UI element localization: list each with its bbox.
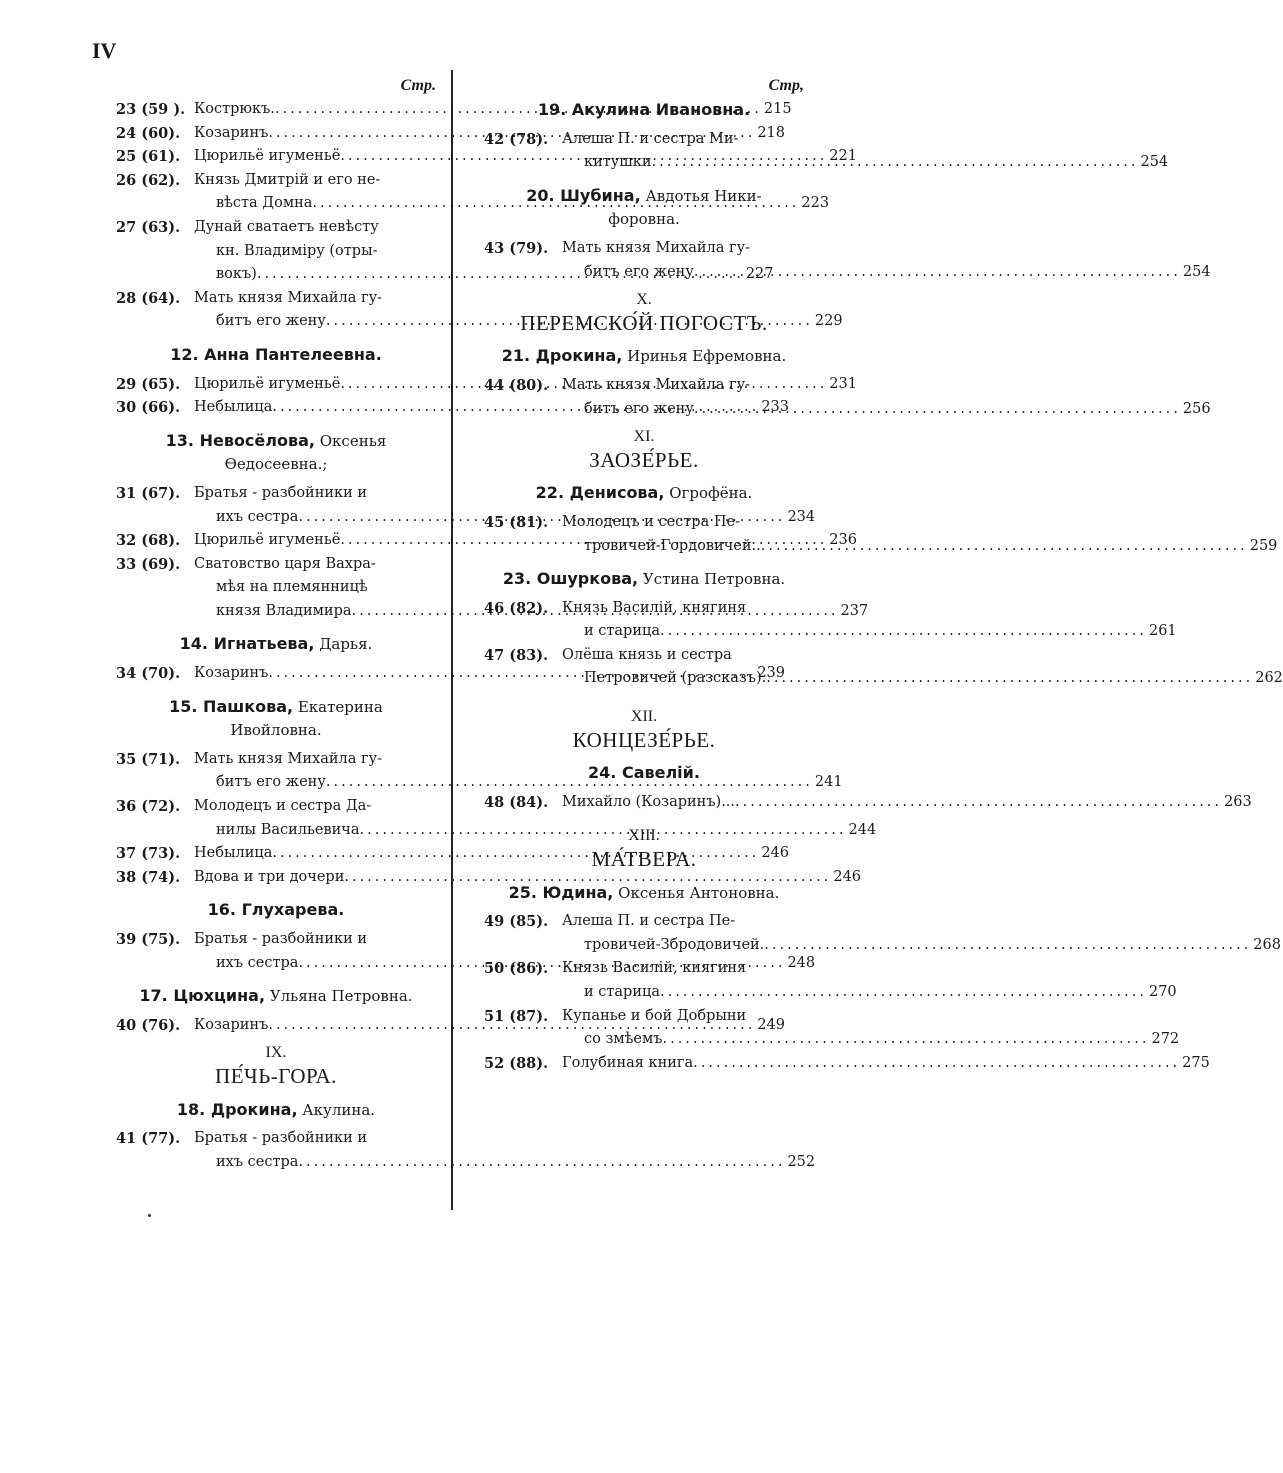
entry-number: 33 (69). [116,555,181,573]
narrator-name: 15. Пашкова, [169,696,294,716]
page-column-label: Стр, [768,77,804,94]
entry-title: Мать князя Михайла гу- [194,289,383,306]
entry-title: Кострюкъ. [194,101,275,117]
page-ref: 233 [761,399,790,416]
narrator-heading [484,344,804,369]
entry-title: Козаринъ [194,665,269,682]
toc-entry[interactable] [484,1005,1180,1052]
section-place-title: ПЕ́ЧЬ-ГОРА. [215,1063,337,1088]
entry-title: Князь Василій, княгиня [562,960,747,977]
narrator-heading [116,1098,436,1123]
entry-title: Алеша П. и сестра Пе- [562,913,736,930]
section-number: XIII. [628,827,660,845]
page-ref: 223 [801,195,830,212]
dot-leader [766,667,1253,691]
dot-leader [694,261,1181,285]
page-ref: 221 [829,148,857,165]
narrator-heading [484,98,804,123]
entry-number: 23 (59 ). [116,101,186,118]
toc-entry[interactable] [484,910,1281,957]
entry-title: ихъ сестра [216,1153,299,1170]
entry-title: мѣя на племянницѣ [216,579,368,596]
entry-title: Козаринъ [194,124,269,141]
entry-number: 26 (62). [116,171,181,189]
page-ref: 241 [814,774,843,791]
page-ref: 246 [833,868,862,885]
entry-list [116,1127,816,1174]
entry-title: битъ его жену [216,313,326,330]
page-ref: 263 [1224,793,1252,810]
page-ref: 268 [1253,936,1281,953]
entry-number: 28 (64). [116,289,181,307]
entry-number: 35 (71). [116,750,181,768]
narrator-given-name: Авдотья Ники- [640,186,762,205]
entry-title: Князь Василій, княгиня [562,599,747,616]
dot-leader [735,791,1222,815]
page-ref: 275 [1182,1054,1210,1071]
narrator-given-name: Дарья. [314,635,373,654]
narrator-heading [484,567,804,592]
narrator-heading [484,761,804,786]
entry-number: 25 (61). [116,148,181,166]
entry-number: 49 (85). [484,913,549,931]
narrator-heading [484,184,804,232]
entry-number: 42 (78). [484,130,549,148]
entry-title: Цюрильё игуменьё [194,148,341,165]
page-ref: 244 [848,821,877,838]
page-ref: 261 [1148,623,1177,640]
toc-entry[interactable] [484,644,1283,691]
page-ref: 272 [1151,1031,1180,1048]
narrator-name: 16. Глухарева. [207,900,345,920]
entry-title: Цюрильё игуменьё [194,532,341,549]
section-place-title: ПЕРЕМСКО́Й ПОГОСТЪ. [520,310,768,335]
page-ref: 218 [757,124,786,141]
narrator-given-name: Ульяна Петровна. [265,987,413,1006]
narrator-given-name: Устина Петровна. [638,570,786,589]
entry-number: 32 (68). [116,532,181,550]
section-place-title: КОНЦЕЗЕ́РЬЕ. [572,727,716,752]
dot-leader [694,398,1181,422]
narrator-given-name: Иринья Ефремовна. [622,347,787,366]
entry-title: Петровичей (разсказъ). [584,670,767,687]
dot-leader [764,934,1251,958]
entry-number: 38 (74). [116,868,181,886]
entry-number: 50 (86). [484,960,549,978]
page-ref: 259 [1249,537,1278,554]
entry-title: Дунай сватаетъ невѣсту [194,218,379,235]
page-ref: 249 [757,1016,786,1033]
page-ref: 246 [761,845,790,862]
entry-title: тровичей-Гордовичей.. [584,537,761,554]
dot-leader [693,1052,1180,1076]
narrator-heading [116,632,436,657]
narrator-name: 21. Дрокина, [501,346,623,366]
page-ref: 239 [757,665,786,682]
entry-title: Алеша П. и сестра Ми- [562,130,739,147]
narrator-patronymic: Өедосеевна.; [224,455,328,474]
narrator-name: 14. Игнатьева, [179,634,315,654]
entry-number: 46 (82). [484,599,549,617]
entry-list [484,237,1211,284]
section-place-title: ЗАОЗЕ́РЬЕ. [589,447,699,472]
dot-leader [652,151,1139,175]
entry-title: вокъ) [216,266,257,283]
entry-title: Вдова и три дочери [194,868,345,885]
entry-number: 39 (75). [116,931,181,948]
entry-title: ихъ сестра [216,508,299,525]
entry-title: нилы Васильевича [216,821,360,838]
narrator-given-name: Оксенья Антоновна. [613,883,780,902]
entry-number: 51 (87). [484,1007,549,1025]
entry-title: Мать князя Михайла гу- [562,239,751,256]
section-number: X. [636,291,652,309]
narrator-name: 19. Акулина Ивановна. [537,100,751,119]
narrator-given-name: Екатерина [293,697,383,716]
narrator-name: 23. Ошуркова, [502,569,639,589]
dot-leader [662,1028,1149,1052]
entry-number: 47 (83). [484,646,549,664]
narrator-given-name: Оксенья [314,431,387,450]
entry-number: 44 (80). [484,376,549,394]
entry-number: 29 (65). [116,375,181,393]
entry-title: вѣста Домна [216,195,313,212]
page-ref: 254 [1182,263,1211,280]
section-place-title: МА́ТВЕРА. [591,847,697,872]
entry-title: Голубиная книга [562,1054,694,1071]
entry-list [484,791,1252,815]
entry-title: Купанье и бой Добрыни [562,1007,747,1024]
entry-title: Мать князя Михайла гу- [194,750,383,767]
page-ref: 229 [814,313,843,330]
print-speck [148,1214,151,1217]
page-ref: 231 [829,375,857,392]
narrator-name: 25. Юдина, [508,882,614,902]
narrator-patronymic: форовна. [608,210,680,229]
narrator-given-name: Огрофёна. [664,484,753,503]
entry-title: Цюрильё игуменьё [194,375,341,392]
entry-title: Небылица [194,399,273,416]
entry-number: 41 (77). [116,1130,181,1148]
narrator-name: 22. Денисова, [535,483,665,503]
section-number: XII. [630,708,658,726]
entry-title: Мать князя Михайла гу- [562,376,751,393]
page-ref: 254 [1140,154,1169,171]
page-ref: 234 [787,508,816,525]
entry-number: 27 (63). [116,218,181,236]
narrator-name: 17. Цюхцина, [139,986,266,1006]
entry-title: Молодецъ и сестра Да- [194,798,372,815]
section-number: IX. [265,1044,287,1062]
narrator-heading [116,429,436,477]
entry-list [484,910,1281,1075]
entry-number: 31 (67). [116,484,181,502]
entry-number: 24 (60). [116,124,181,142]
toc-entry[interactable] [116,866,862,890]
narrator-heading [484,881,804,906]
narrator-name: 24. Савелій. [588,763,700,783]
narrator-heading [116,898,436,923]
entry-number: 34 (70). [116,665,181,683]
page-ref: 256 [1182,400,1211,417]
toc-entry[interactable] [116,1127,816,1174]
section-number: XI. [633,428,655,446]
dot-leader [660,981,1147,1005]
narrator-name: 20. Шубина, [526,185,641,205]
entry-title: Молодецъ и сестра Пе- [562,513,740,530]
toc-entry[interactable] [484,791,1252,815]
narrator-name: 12. Анна Пантелеевна. [170,344,382,364]
entry-title: китушки [584,154,652,171]
entry-number: 43 (79). [484,239,549,257]
page-number: IV [92,38,117,63]
page-ref: 236 [829,532,857,549]
page-ref: 227 [745,266,774,283]
entry-title: ихъ сестра [216,954,299,971]
entry-title: Братья - разбойники и [194,484,368,501]
narrator-heading [116,984,436,1009]
page-ref: 262 [1255,670,1283,687]
entry-number: 37 (73). [116,845,181,863]
entry-title: тровичей-Збродовичей. [584,936,765,953]
entry-title: Князь Дмитрій и его не- [194,171,381,188]
entry-title: битъ его жену [216,774,326,791]
entry-title: Олёша князь и сестра [562,646,732,663]
narrator-name: 18. Дрокина, [176,1099,298,1119]
toc-entry[interactable] [484,1052,1210,1076]
page-ref: 215 [763,101,792,117]
entry-title: Сватовство царя Вахра- [194,555,376,572]
entry-number: 36 (72). [116,798,181,816]
dot-leader [298,1151,785,1175]
entry-number: 48 (84). [484,793,549,811]
entry-number: 40 (76). [116,1016,181,1034]
entry-number: 45 (81). [484,513,549,531]
narrator-given-name: Акулина. [297,1100,376,1119]
entry-title: со змѣемъ [584,1031,663,1048]
entry-title: князя Владимира [216,602,352,619]
entry-title: Братья - разбойники и [194,931,368,947]
entry-number: 52 (88). [484,1054,549,1072]
entry-title: Козаринъ [194,1016,269,1033]
page-ref: 248 [787,954,816,971]
entry-title: и старица [584,984,660,1000]
narrator-name: 13. Невосёлова, [165,430,315,450]
narrator-heading [484,481,804,506]
page-ref: 237 [840,602,869,619]
entry-title: Небылица [194,845,273,862]
entry-title: битъ его жену [584,400,694,417]
toc-entry[interactable] [484,237,1211,284]
dot-leader [660,620,1147,644]
entry-title: кн. Владиміру (отры- [216,242,378,259]
entry-title: битъ его жену [584,263,694,280]
page-ref: 270 [1148,984,1177,1000]
entry-title: Братья - разбойники и [194,1130,368,1147]
entry-title: Михайло (Козаринъ)... [562,793,736,810]
dot-leader [761,535,1248,559]
page-ref: 252 [787,1153,816,1170]
narrator-patronymic: Ивойловна. [230,721,322,740]
narrator-heading [116,695,436,743]
page-column-label: Стр. [400,77,436,94]
entry-title: и старица [584,623,660,640]
narrator-heading [116,343,436,368]
entry-number: 30 (66). [116,399,181,417]
